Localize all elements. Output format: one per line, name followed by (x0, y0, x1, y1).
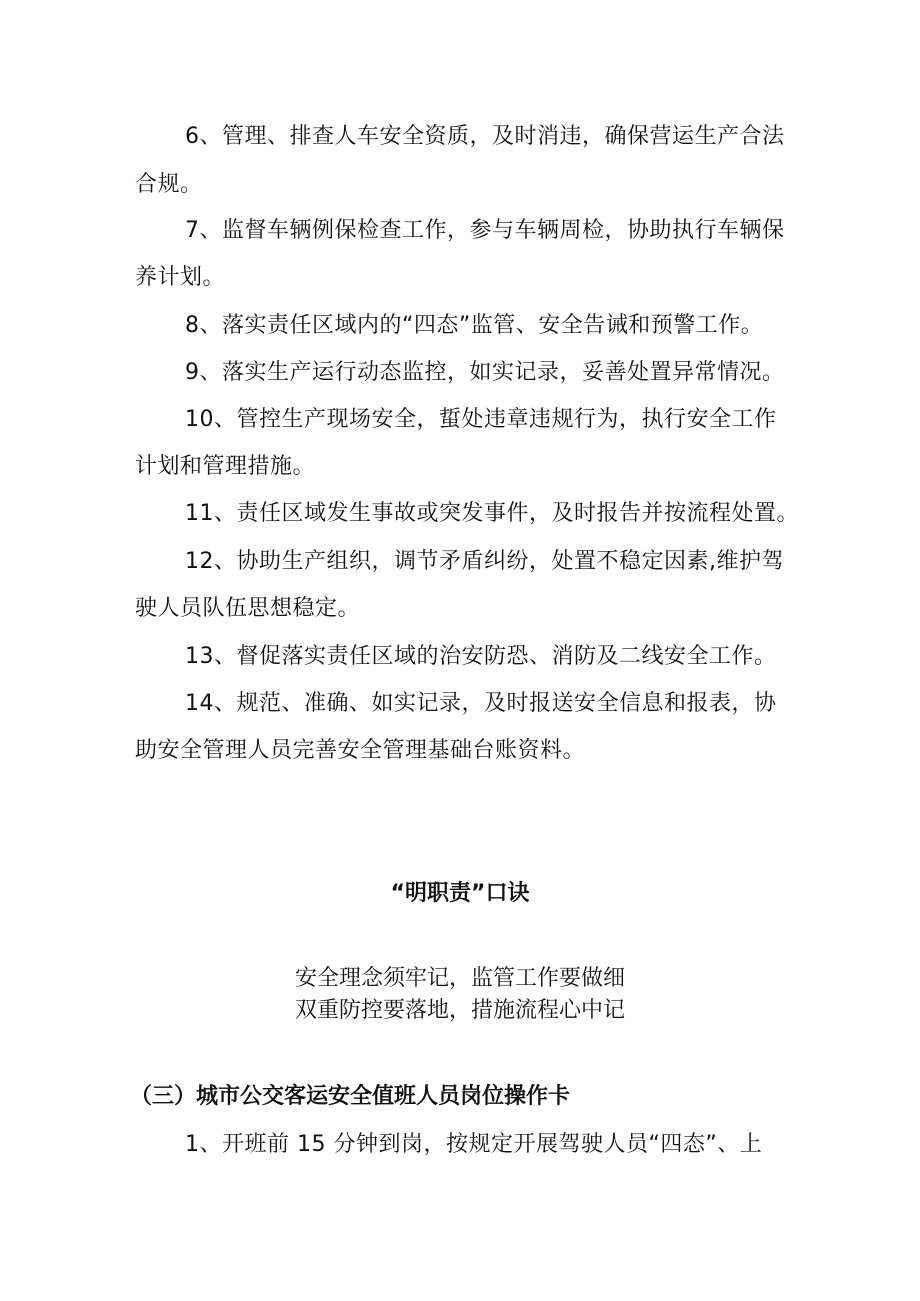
list-item-14-line1: 14、规范、准确、如实记录，及时报送安全信息和报表，协 (185, 691, 777, 716)
list-item-10-line2: 计划和管理措施。 (135, 454, 316, 479)
list-item-10-line1: 10、管控生产现场安全，蜇处违章违规行为，执行安全工作 (185, 407, 777, 432)
list-item-7-line1: 7、监督车辆例保检查工作，参与车辆周检，协助执行车辆保 (185, 218, 785, 243)
motto-title: “明职责”口诀 (390, 881, 530, 906)
motto-verse-2: 双重防控要落地，措施流程心中记 (294, 998, 625, 1023)
list-item-8: 8、落实责任区域内的“四态”监管、安全告诫和预警工作。 (185, 313, 764, 338)
section-heading: （三）城市公交客运安全值班人员岗位操作卡 (130, 1084, 571, 1109)
list-item-6-line1: 6、管理、排查人车安全资质，及时消违，确保营运生产合法 (185, 124, 785, 149)
list-item-11: 11、责任区域发生事故或突发事件，及时报告并按流程处置。 (185, 501, 799, 526)
list-item-7-line2: 养计划。 (135, 265, 226, 290)
list-item-12-line1: 12、协助生产组织，调节矛盾纠纷，处置不稳定因素,维护驾 (185, 549, 784, 574)
list-item-6-line2: 合规。 (135, 172, 203, 197)
list-item-12-line2: 驶人员队伍思想稳定。 (135, 596, 361, 621)
motto-verse-1: 安全理念须牢记，监管工作要做细 (294, 966, 625, 991)
section3-item-1-line1: 1、开班前 15 分钟到岗，按规定开展驾驶人员“四态”、上 (185, 1132, 763, 1157)
list-item-9: 9、落实生产运行动态监控，如实记录，妥善处置异常情况。 (185, 360, 785, 385)
list-item-14-line2: 助安全管理人员完善安全管理基础台账资料。 (135, 738, 586, 763)
list-item-13: 13、督促落实责任区域的治安防恐、消防及二线安全工作。 (185, 644, 777, 669)
